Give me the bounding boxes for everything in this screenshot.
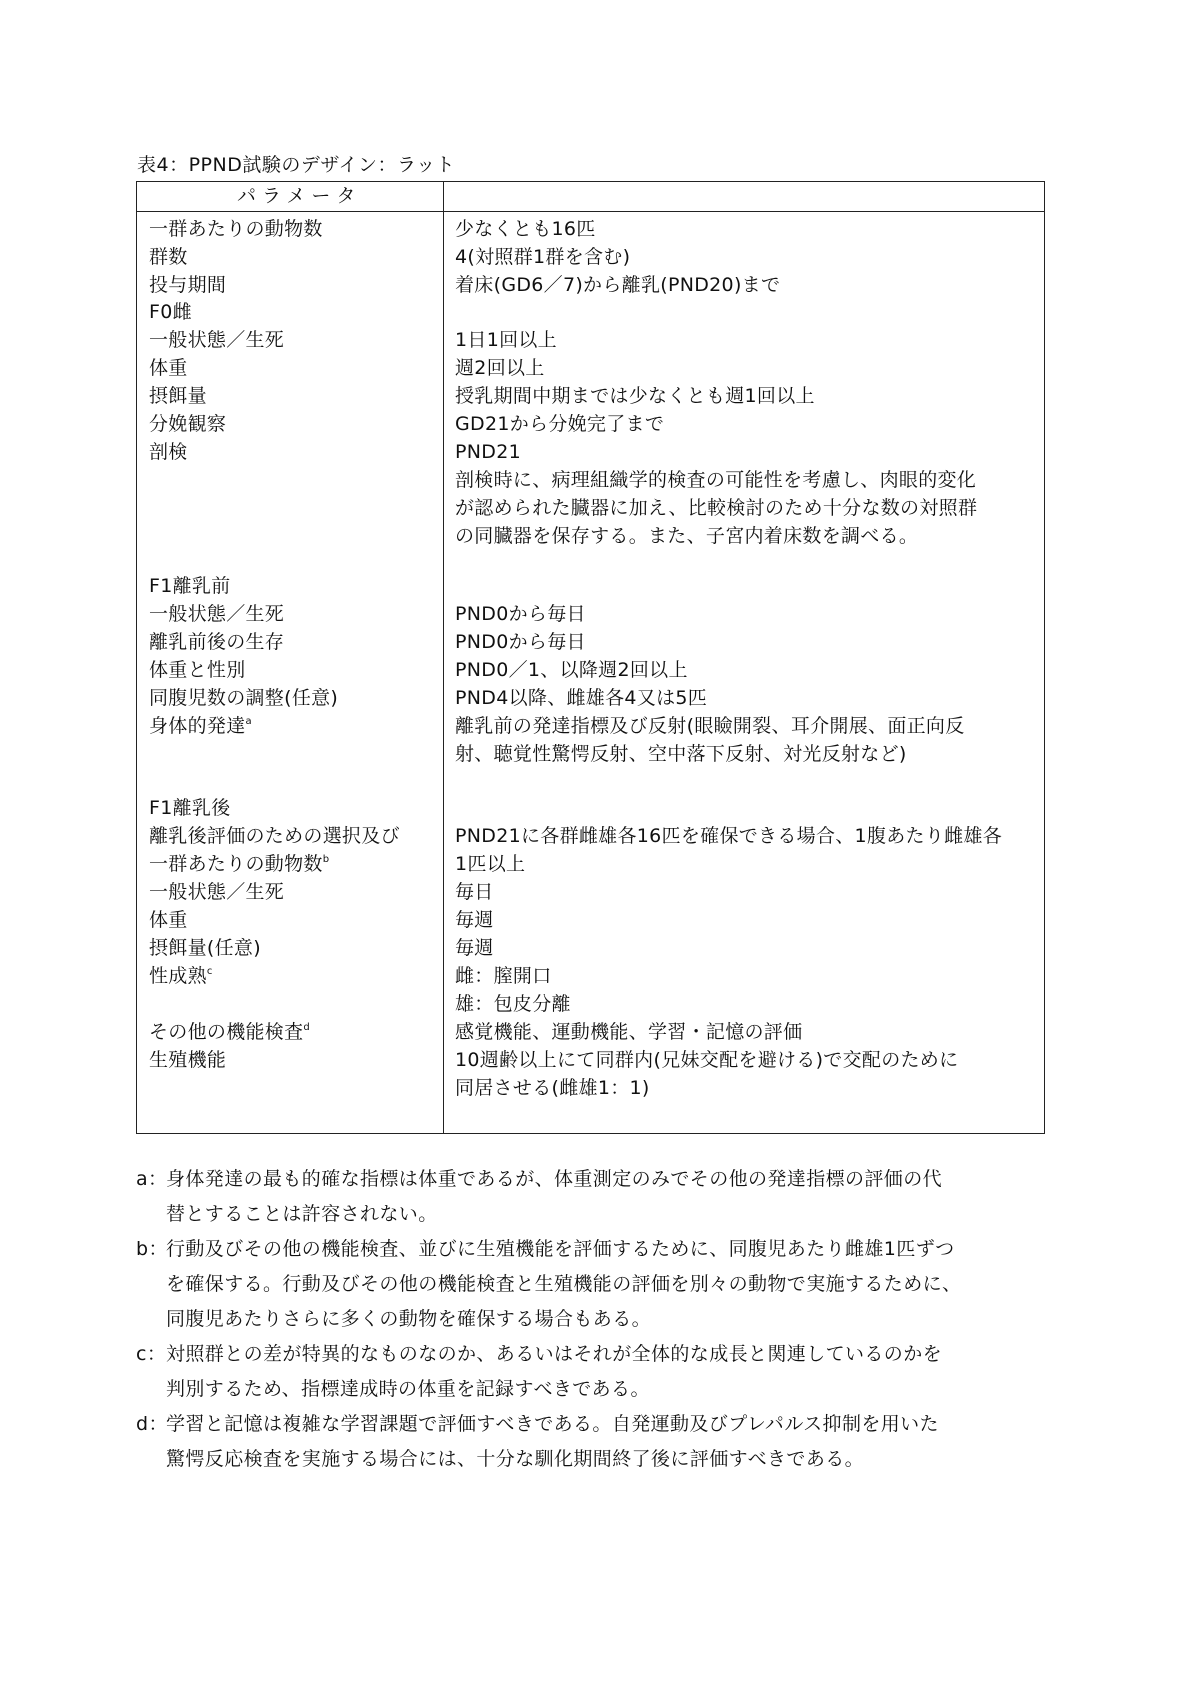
param-cell: 離乳前後の生存 — [149, 631, 285, 653]
section-heading: F0雌 — [149, 301, 192, 323]
footnote-c — [136, 1337, 1048, 1407]
footnote-d — [136, 1407, 1048, 1477]
param-cell: 一群あたりの動物数 — [149, 218, 323, 240]
param-cell: 一般状態／生死 — [149, 881, 285, 903]
value-cell: 雄：包皮分離 — [455, 993, 571, 1015]
param-cell: 摂餌量 — [149, 385, 207, 407]
value-cell: PND0／1、以降週2回以上 — [455, 659, 688, 681]
value-cell: 少なくとも16匹 — [455, 218, 596, 240]
footnote-line: 判別するため、指標達成時の体重を記録すべきである。 — [166, 1378, 650, 1400]
footnote-line: 驚愕反応検査を実施する場合には、十分な馴化期間終了後に評価すべきである。 — [166, 1448, 865, 1470]
header-divider — [137, 211, 1044, 212]
param-cell — [149, 850, 329, 878]
value-cell: の同臓器を保存する。また、子宮内着床数を調べる。 — [455, 525, 919, 547]
section-heading: F1離乳後 — [149, 797, 231, 819]
column-divider — [443, 182, 444, 1133]
footnotes — [136, 1162, 1048, 1477]
param-cell: 摂餌量(任意) — [149, 937, 261, 959]
param-text: その他の機能検査 — [149, 1021, 304, 1043]
footnote-mark: b： — [136, 1238, 168, 1260]
footnote-ref: d — [303, 1022, 311, 1033]
value-cell: 毎日 — [455, 881, 494, 903]
footnote-ref: a — [245, 716, 252, 727]
param-cell — [149, 1018, 310, 1046]
param-cell: 分娩観察 — [149, 413, 227, 435]
value-cell: 毎週 — [455, 909, 494, 931]
footnote-line: を確保する。行動及びその他の機能検査と生殖機能の評価を別々の動物で実施するために、 — [166, 1273, 962, 1295]
param-cell — [149, 962, 213, 990]
value-cell: 10週齢以上にて同群内(兄妹交配を避ける)で交配のために — [455, 1049, 959, 1071]
footnote-ref: b — [322, 854, 330, 865]
value-cell: 同居させる(雌雄1：1) — [455, 1077, 650, 1099]
value-cell: PND21に各群雌雄各16匹を確保できる場合、1腹あたり雌雄各 — [455, 825, 1003, 847]
param-text: 性成熟 — [149, 965, 207, 987]
footnote-a — [136, 1162, 1048, 1232]
param-text: 一群あたりの動物数 — [149, 853, 323, 875]
param-cell: 同腹児数の調整(任意) — [149, 687, 339, 709]
footnote-mark: c： — [136, 1343, 167, 1365]
value-cell: PND21 — [455, 441, 521, 463]
param-cell — [149, 712, 252, 740]
value-cell: 離乳前の発達指標及び反射(眼瞼開裂、耳介開展、面正向反 — [455, 715, 965, 737]
value-cell: 毎週 — [455, 937, 494, 959]
param-cell: 剖検 — [149, 441, 188, 463]
param-cell: 体重と性別 — [149, 659, 246, 681]
param-cell: 投与期間 — [149, 274, 227, 296]
footnote-line: 替とすることは許容されない。 — [166, 1203, 438, 1225]
ppnd-design-table — [136, 181, 1045, 1134]
param-cell: 生殖機能 — [149, 1049, 227, 1071]
table-caption: 表4：PPND試験のデザイン：ラット — [137, 154, 456, 176]
footnote-line: 行動及びその他の機能検査、並びに生殖機能を評価するために、同腹児あたり雌雄1匹ずつ — [166, 1238, 955, 1260]
value-cell: 感覚機能、運動機能、学習・記憶の評価 — [455, 1021, 803, 1043]
value-cell: 4(対照群1群を含む) — [455, 246, 631, 268]
footnote-line: 身体発達の最も的確な指標は体重であるが、体重測定のみでその他の発達指標の評価の代 — [166, 1168, 943, 1190]
value-cell: 雌：膣開口 — [455, 965, 552, 987]
param-cell: 体重 — [149, 357, 188, 379]
value-cell: 授乳期間中期までは少なくとも週1回以上 — [455, 385, 815, 407]
footnote-b — [136, 1232, 1048, 1337]
footnote-mark: d： — [136, 1413, 168, 1435]
header-parameter: パラメータ — [237, 185, 362, 207]
param-cell: 群数 — [149, 246, 188, 268]
value-cell: 1日1回以上 — [455, 329, 557, 351]
footnote-line: 同腹児あたりさらに多くの動物を確保する場合もある。 — [166, 1308, 652, 1330]
footnote-line: 学習と記憶は複雑な学習課題で評価すべきである。自発運動及びプレパルス抑制を用いた — [166, 1413, 939, 1435]
value-cell: 射、聴覚性驚愕反射、空中落下反射、対光反射など) — [455, 743, 907, 765]
value-cell: 週2回以上 — [455, 357, 545, 379]
footnote-mark: a： — [136, 1168, 168, 1190]
value-cell: GD21から分娩完了まで — [455, 413, 665, 435]
param-cell: 一般状態／生死 — [149, 603, 285, 625]
value-cell: 着床(GD6／7)から離乳(PND20)まで — [455, 274, 781, 296]
value-cell: PND0から毎日 — [455, 603, 586, 625]
param-cell: 離乳後評価のための選択及び — [149, 825, 400, 847]
value-cell: 剖検時に、病理組織学的検査の可能性を考慮し、肉眼的変化 — [455, 469, 977, 491]
param-cell: 体重 — [149, 909, 188, 931]
value-cell: 1匹以上 — [455, 853, 526, 875]
footnote-line: 対照群との差が特異的なものなのか、あるいはそれが全体的な成長と関連しているのかを — [166, 1343, 943, 1365]
param-cell: 一般状態／生死 — [149, 329, 285, 351]
param-text: 身体的発達 — [149, 715, 246, 737]
value-cell: PND0から毎日 — [455, 631, 586, 653]
value-cell: PND4以降、雌雄各4又は5匹 — [455, 687, 708, 709]
footnote-ref: c — [206, 966, 213, 977]
value-cell: が認められた臓器に加え、比較検討のため十分な数の対照群 — [455, 497, 978, 519]
section-heading: F1離乳前 — [149, 575, 231, 597]
